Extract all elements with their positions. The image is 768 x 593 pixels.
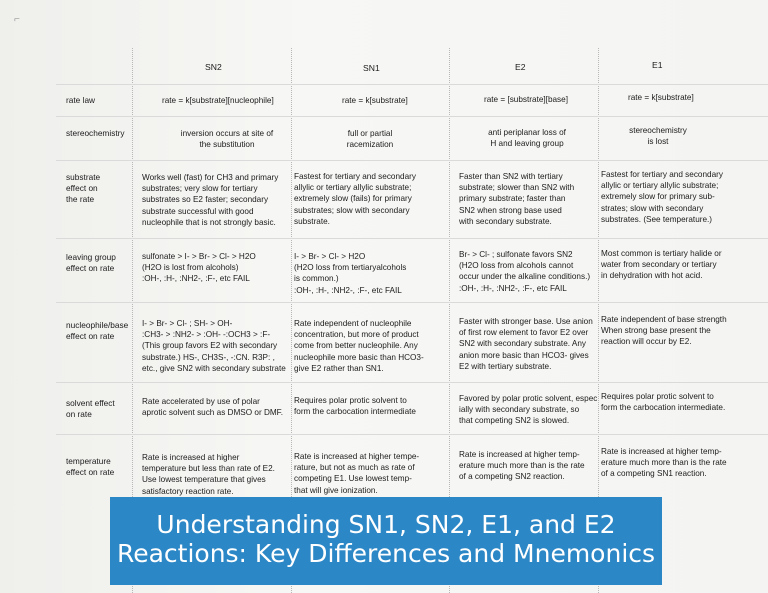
cell-sn2-rate-law: rate = k[substrate][nucleophile] — [162, 96, 274, 105]
column-header-sn1: SN1 — [363, 63, 380, 73]
column-header-e1: E1 — [652, 60, 663, 70]
cell-sn2-solvent: Rate accelerated by use of polar aprotic solvent such as DMSO or DMF. — [142, 397, 284, 418]
page-corner-mark: ⌐ — [14, 14, 20, 25]
row-divider — [56, 160, 768, 161]
row-label-leaving-group: leaving group effect on rate — [66, 252, 116, 273]
banner-title: Understanding SN1, SN2, E1, and E2 Reactions: Key Differences and Mnemonics — [116, 510, 656, 568]
row-divider — [56, 382, 768, 383]
cell-sn2-substrate: Works well (fast) for CH3 and primary substrates; very slow for tertiary substrates so E2 faster; secondary substrate successful with good nucleophile that is not strongly basic. — [142, 173, 279, 227]
cell-sn2-stereochemistry: inversion occurs at site of the substitution — [180, 129, 274, 150]
cell-sn2-temperature: Rate is increased at higher temperature but less than rate of E2. Use lowest temperature that gives satisfactory reaction rate. — [142, 453, 275, 496]
row-label-stereochemistry: stereochemistry — [66, 128, 125, 138]
cell-e1-substrate: Fastest for tertiary and secondary allylic or tertiary allylic substrate; extremely slow for primary sub- strates; slow with secondary substrates. (See temperature.) — [601, 170, 723, 224]
cell-e1-temperature: Rate is increased at higher temp- erature much more than is the rate of a competing SN1 reaction. — [601, 447, 727, 479]
row-divider — [56, 434, 768, 435]
cell-sn1-substrate: Fastest for tertiary and secondary allylic or tertiary allylic substrate; extremely slow (fails) for primary substrates; slow with secondary substrate. — [294, 172, 416, 226]
cell-e2-stereochemistry: anti periplanar loss of H and leaving group — [488, 128, 566, 149]
column-header-e2: E2 — [515, 62, 526, 72]
cell-e1-rate-law: rate = k[substrate] — [628, 93, 694, 102]
cell-sn2-nucleophile-base: I- > Br- > Cl- ; SH- > OH- :CH3- > :NH2- > :OH- -:OCH3 > :F- (This group favors E2 with secondary substrate.) HS-, CH3S-, -:CN. R3P: , etc., give SN2 with secondary substrate — [142, 319, 286, 373]
row-divider — [56, 238, 768, 239]
cell-e1-leaving-group: Most common is tertiary halide or water from secondary or tertiary in dehydration with hot acid. — [601, 249, 722, 281]
cell-sn1-solvent: Requires polar protic solvent to form the carbocation intermediate — [294, 396, 416, 417]
row-divider — [56, 84, 768, 85]
title-banner — [110, 497, 662, 585]
row-divider — [56, 302, 768, 303]
row-label-nucleophile-base: nucleophile/base effect on rate — [66, 320, 129, 341]
cell-e1-stereochemistry: stereochemistry is lost — [629, 126, 687, 147]
cell-e1-nucleophile-base: Rate independent of base strength When strong base present the reaction will occur by E2. — [601, 315, 727, 347]
cell-e2-temperature: Rate is increased at higher temp- erature much more than is the rate of a competing SN2 reaction. — [459, 450, 585, 482]
cell-e2-rate-law: rate = [substrate][base] — [484, 95, 568, 104]
row-label-temperature: temperature effect on rate — [66, 456, 115, 477]
cell-e2-solvent: Favored by polar protic solvent, espec ially with secondary substrate, so that competing SN2 is slowed. — [459, 394, 598, 426]
cell-sn1-temperature: Rate is increased at higher tempe- rature, but not as much as rate of competing E1. Use lowest temp- that will give ionization. — [294, 452, 420, 495]
row-label-rate-law: rate law — [66, 95, 96, 105]
cell-e1-solvent: Requires polar protic solvent to form the carbocation intermediate. — [601, 392, 726, 413]
cell-sn1-leaving-group: I- > Br- > Cl- > H2O (H2O loss from tertiaryalcohols is common.) :OH-, :H-, :NH2-, :F-, etc FAIL — [294, 252, 407, 295]
cell-sn1-rate-law: rate = k[substrate] — [342, 96, 408, 105]
row-divider — [56, 116, 768, 117]
cell-sn1-stereochemistry: full or partial racemization — [346, 129, 394, 150]
cell-e2-nucleophile-base: Faster with stronger base. Use anion of first row element to favor E2 over SN2 with secondary substrate. Any anion more basic than HCO3- gives E2 with tertiary substrate. — [459, 317, 593, 371]
column-header-sn2: SN2 — [205, 62, 222, 72]
cell-e2-leaving-group: Br- > Cl- ; sulfonate favors SN2 (H2O loss from alcohols cannot occur under the alkaline conditions.) :OH-, :H-, :NH2-, :F-, etc FAIL — [459, 250, 591, 293]
cell-sn2-leaving-group: sulfonate > I- > Br- > Cl- > H2O (H2O is lost from alcohols) :OH-, :H-, :NH2-, :F-, etc FAIL — [142, 252, 256, 284]
cell-e2-substrate: Faster than SN2 with tertiary substrate; slower than SN2 with primary substrate; faster than SN2 when strong base used with secondary substrate. — [459, 172, 575, 226]
cell-sn1-nucleophile-base: Rate independent of nucleophile concentration, but more of product come from better nucleophile. Any nucleophile more basic than HCO3- give E2 rather than SN1. — [294, 319, 424, 373]
row-label-substrate: substrate effect on the rate — [66, 172, 101, 204]
row-label-solvent: solvent effect on rate — [66, 398, 115, 419]
